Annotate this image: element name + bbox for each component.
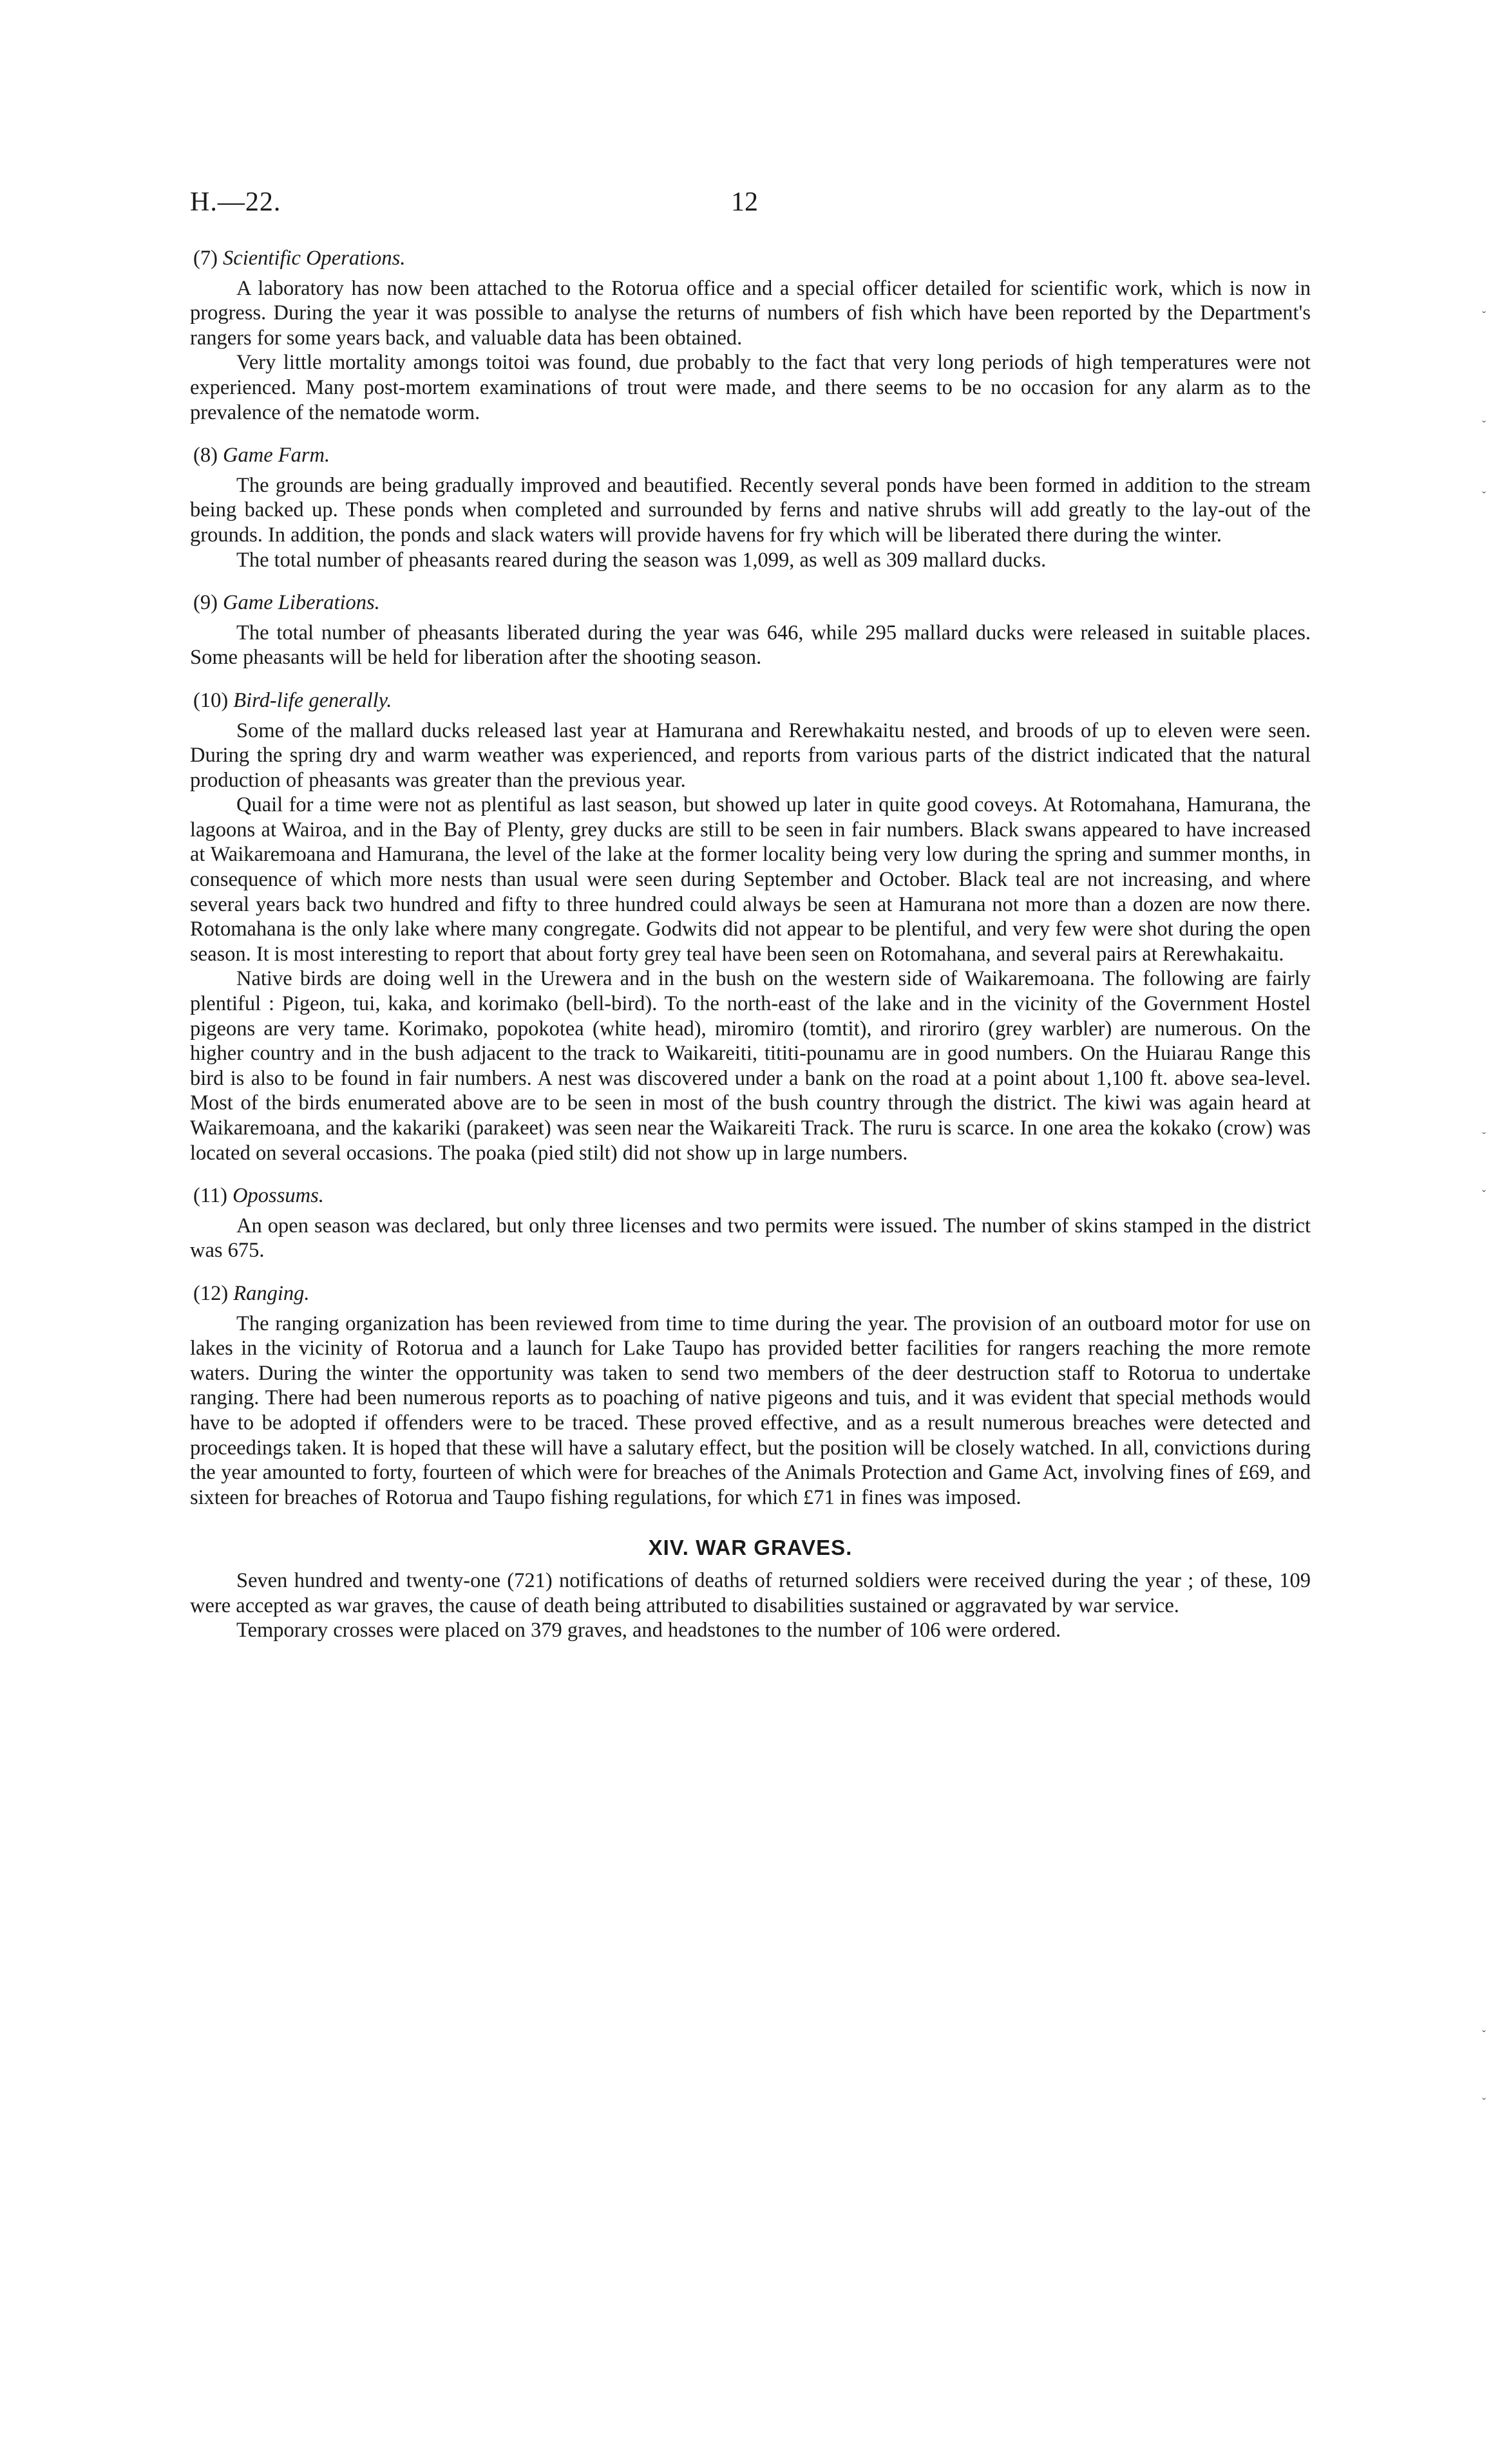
section-number: (10) — [193, 688, 229, 712]
section-heading — [193, 443, 1311, 468]
section-bird-life — [190, 688, 1311, 1165]
paragraph: Quail for a time were not as plentiful as last season, but showed up later in quite good coveys. At Rotomahana, Hamurana, the lagoons at Wairoa, and in the Bay of Plenty, grey ducks are still to be seen in fair numbers. Black swans appeared to have increased at Waikaremoana and Hamurana, the level of the lake at the former locality being very low during the spring and summer months, in consequence of which more nests than usual were seen during September and October. Black teal are not increasing, and where several years back two hundred and fifty to three hundred could always be seen at Hamurana not more than a dozen are now there. Rotomahana is the only lake where many congregate. Godwits did not appear to be plentiful, and very few were shot during the open season. It is most interesting to report that about forty grey teal have been seen on Rotomahana, and several pairs at Rerewhakaitu. — [190, 793, 1311, 966]
paragraph: Some of the mallard ducks released last year at Hamurana and Rerewhakaitu nested, and broods of up to eleven were seen. During the spring dry and warm weather was experienced, and reports from various parts of the district indicated that the natural production of pheasants was greater than the previous year. — [190, 719, 1311, 792]
section-number: (11) — [193, 1184, 227, 1208]
paragraph: The total number of pheasants liberated during the year was 646, while 295 mallard ducks were released in suitable places. Some pheasants will be held for liberation after the shooting season. — [190, 621, 1311, 670]
section-ranging — [190, 1281, 1311, 1510]
section-title: Opossums. — [233, 1184, 324, 1208]
paragraph: Temporary crosses were placed on 379 graves, and headstones to the number of 106 were ordered. — [236, 1619, 1061, 1642]
scan-mark-glyph: ˇ — [1482, 2028, 1486, 2041]
section-opossums — [190, 1183, 1311, 1263]
section-heading — [193, 1281, 1311, 1306]
section-title: Bird-life generally. — [233, 688, 392, 712]
scan-mark-glyph: ˘ — [1482, 1130, 1486, 1143]
scan-mark-glyph: ˇ — [1482, 309, 1486, 322]
paragraph: Very little mortality amongs toitoi was found, due probably to the fact that very long periods of high temperatures were not experienced. Many post-mortem examinations of trout were made, and there seems to be no occasion for any alarm as to the prevalence of the nematode worm. — [190, 351, 1311, 424]
paragraph: Native birds are doing well in the Urewera and in the bush on the western side of Waikaremoana. The following are fairly plentiful : Pigeon, tui, kaka, and korimako (bell-bird). To the north-east of the lake and in the vicinity of the Government Hostel pigeons are very tame. Korimako, popokotea (white head), miromiro (tomtit), and riroriro (grey warbler) are numerous. On the higher country and in the bush adjacent to the track to Waikareiti, tititi-pounamu are in good numbers. On the Huiarau Range this bird is also to be found in fair numbers. A nest was discovered under a bank on the road at a point about 1,100 ft. above sea-level. Most of the birds enumerated above are to be seen in most of the bush country through the district. The kiwi was again heard at Waikaremoana, and the kakariki (parakeet) was seen near the Waikareiti Track. The ruru is scarce. In one area the kokako (crow) was located on several occasions. The poaka (pied stilt) did not show up in large numbers. — [190, 967, 1311, 1165]
paragraph: An open season was declared, but only three licenses and two permits were issued. The number of skins stamped in the district was 675. — [190, 1214, 1311, 1263]
page-header — [190, 187, 1311, 225]
scan-mark-glyph: ˇ — [1482, 419, 1486, 431]
section-heading — [193, 688, 1311, 713]
section-number: (8) — [193, 444, 218, 467]
document-reference: H.—22. — [190, 187, 281, 217]
section-heading — [193, 590, 1311, 616]
scan-edge-marks — [1465, 0, 1491, 2464]
section-number: (12) — [193, 1281, 229, 1305]
section-game-liberations — [190, 590, 1311, 670]
section-title: Ranging. — [233, 1281, 310, 1305]
document-body — [190, 246, 1311, 1661]
paragraph: The ranging organization has been reviewed from time to time during the year. The provision of an outboard motor for use on lakes in the vicinity of Rotorua and a launch for Lake Taupo has provided better facilities for rangers reaching the more remote waters. During the winter the opportunity was taken to send two members of the deer destruction staff to Rotorua to undertake ranging. There had been numerous reports as to poaching of native pigeons and tuis, and it was evident that special methods would have to be adopted if offenders were to be traced. These proved effective, and as a result numerous breaches were detected and proceedings taken. It is hoped that these will have a salutary effect, but the position will be closely watched. In all, convictions during the year amounted to forty, fourteen of which were for breaches of the Animals Protection and Game Act, involving fines of £69, and sixteen for breaches of Rotorua and Taupo fishing regulations, for which £71 in fines was imposed. — [190, 1312, 1311, 1509]
war-graves-heading: XIV. WAR GRAVES. — [648, 1536, 853, 1560]
section-title: Scientific Operations. — [223, 247, 406, 270]
section-title: Game Liberations. — [223, 591, 380, 615]
section-heading — [193, 1183, 1311, 1208]
scan-mark-glyph: ˇ — [1482, 1188, 1486, 1201]
paragraph: The total number of pheasants reared during the season was 1,099, as well as 309 mallard ducks. — [236, 548, 1047, 572]
paragraph: Seven hundred and twenty-one (721) notifications of deaths of returned soldiers were received during the year ; of these, 109 were accepted as war graves, the cause of death being attributed to disabilities sustained or aggravated by war service. — [190, 1568, 1311, 1617]
section-title: Game Farm. — [223, 444, 330, 467]
scan-mark-glyph: ˇ — [1482, 489, 1486, 502]
section-game-farm — [190, 443, 1311, 572]
section-heading — [193, 246, 1311, 271]
section-number: (9) — [193, 591, 218, 615]
paragraph: A laboratory has now been attached to the Rotorua office and a special officer detailed for scientific work, which is now in progress. During the year it was possible to analyse the returns of numbers of fish which have been reported by the Department's rangers for some years back, and valuable data has been obtained. — [190, 276, 1311, 350]
section-war-graves — [190, 1536, 1311, 1642]
page-number: 12 — [731, 187, 758, 217]
paragraph: The grounds are being gradually improved and beautified. Recently several ponds have been formed in addition to the stream being backed up. These ponds when completed and surrounded by ferns and native shrubs will add greatly to the lay-out of the grounds. In addition, the ponds and slack waters will provide havens for fry which will be liberated there during the winter. — [190, 473, 1311, 547]
scan-mark-glyph: ˇ — [1482, 2096, 1486, 2109]
section-number: (7) — [193, 247, 218, 270]
section-scientific-operations — [190, 246, 1311, 425]
